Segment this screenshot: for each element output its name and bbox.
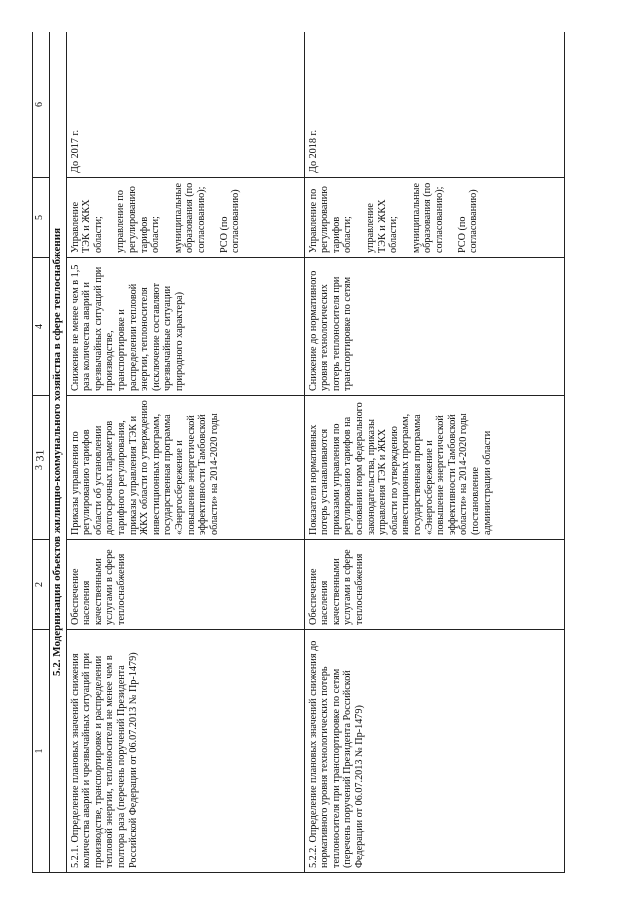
responsible-line: Управление по регулированию тарифов области; — [307, 186, 354, 253]
result-cell: Снижение до нормативного уровня технологических потерь теплоносителя при транспортировке по сетям — [304, 258, 564, 396]
deadline-cell: До 2018 г. — [304, 32, 564, 178]
document-cell: Показатели нормативных потерь устанавливаются приказами управления по регулированию тарифов на основании норм федерального законодательства, приказы управления ТЭК и ЖКХ области по утверждению инвестиционных программ, государственная программа «Энергосбережение и повышение энергетической эффективности Тамбовской области» на 2014-2020 годы (постановление администрации области — [304, 396, 564, 540]
column-number: 6 — [33, 32, 50, 178]
column-number: 2 — [33, 540, 50, 630]
rotated-table-wrapper — [32, 32, 606, 873]
deadline-cell: До 2017 г. — [66, 32, 304, 178]
responsible-line: РСО (по согласованию) — [456, 189, 480, 253]
column-number-row — [33, 32, 50, 873]
section-row — [50, 32, 67, 873]
responsible-cell — [304, 178, 564, 258]
section-title: 5.2. Модернизация объектов жилищно-коммунального хозяйства в сфере теплоснабжения — [50, 32, 67, 873]
column-number: 1 — [33, 630, 50, 873]
responsible-line: Управление ТЭК и ЖКХ области; — [69, 199, 104, 253]
column-number: 5 — [33, 178, 50, 258]
measure-cell: 5.2.2. Определение плановых значений снижения до нормативного уровня технологических потерь теплоносителя при транспортировке по сетям (перечень поручений Президента Российской Федерации от 06.07.2013 № Пр-1479) — [304, 630, 564, 873]
column-number: 3 — [33, 396, 50, 540]
landscape-sheet — [32, 32, 606, 873]
table-row — [304, 32, 564, 873]
responsible-line: РСО (по согласованию) — [218, 189, 242, 253]
goal-cell: Обеспечение населения качественными услугами в сфере теплоснабжения — [304, 540, 564, 630]
responsible-cell — [66, 178, 304, 258]
responsible-line: управление ТЭК и ЖКХ области; — [364, 199, 400, 253]
responsible-line: муниципальные образования (по согласованию); — [410, 182, 445, 253]
column-number: 4 — [33, 258, 50, 396]
page-number: 31 — [32, 449, 47, 462]
table-row — [66, 32, 304, 873]
responsible-line: управление по регулированию тарифов области; — [115, 186, 162, 253]
responsible-line: муниципальные образования (по согласованию); — [172, 182, 207, 253]
measures-table — [32, 32, 565, 873]
document-cell: Приказы управления по регулированию тарифов области об установлении долгосрочных параметров тарифного регулирования, приказы управления ТЭК и ЖКХ области по утверждению инвестиционных программ, государственная программа «Энергосбережение и повышение энергетической эффективности Тамбовской области» на 2014-2020 годы — [66, 396, 304, 540]
result-cell: Снижение не менее чем в 1,5 раза количества аварий и чрезвычайных ситуаций при производстве, транспортировке и распределении тепловой энергии, теплоносителя (исключение составляют чрезвычайные ситуации природного характера) — [66, 258, 304, 396]
goal-cell: Обеспечение населения качественными услугами в сфере теплоснабжения — [66, 540, 304, 630]
measure-cell: 5.2.1. Определение плановых значений снижения количества аварий и чрезвычайных ситуаций при производстве, транспортировке и распределении тепловой энергии, теплоносителя не менее чем в полтора раза (перечень поручений Президента Российской Федерации от 06.07.2013 № Пр-1479) — [66, 630, 304, 873]
